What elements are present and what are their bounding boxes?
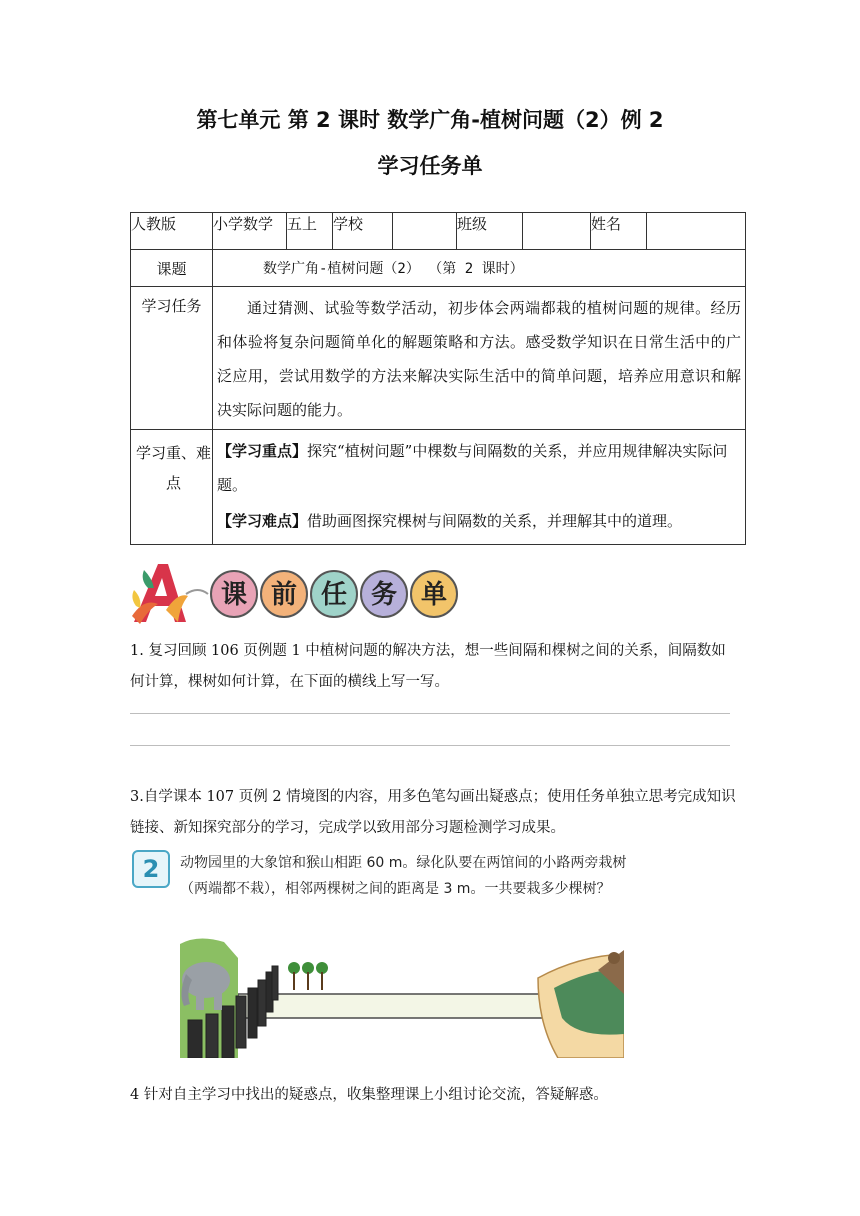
subject-cell: 小学数学 [213, 213, 287, 250]
zoo-scene-illustration [178, 934, 624, 1058]
diff-text: 借助画图探究棵树与间隔数的关系，并理解其中的道理。 [307, 512, 683, 530]
key-text: 探究“植树问题”中棵数与间隔数的关系，并应用规律解决实际问题。 [217, 442, 728, 494]
publisher-cell: 人教版 [131, 213, 213, 250]
info-table [130, 212, 746, 545]
banner-char: 前 [270, 580, 298, 610]
task-text: 通过猜测、试验等数学活动，初步体会两端都栽的植树问题的规律。经历和体验将复杂问题简单化的解题策略和方法。感受数学知识在日常生活中的广泛应用，尝试用数学的方法来解决实际生活中的简单问题，培养应用意识和解决实际问题的能力。 [217, 299, 741, 419]
task-item-4: 4 针对自主学习中找出的疑惑点，收集整理课上小组讨论交流，答疑解惑。 [130, 1087, 608, 1103]
key-point [217, 434, 741, 502]
topic-value: 数学广角-植树问题（2） （第 2 课时） [213, 250, 746, 287]
problem-number-badge: 2 [132, 850, 170, 888]
banner-char: 任 [320, 580, 348, 610]
name-label: 姓名 [591, 213, 647, 250]
keypoint-cell [213, 430, 746, 545]
banner-char: 课 [220, 580, 248, 610]
letter-a-logo [132, 564, 188, 624]
topic-label: 课题 [131, 250, 213, 287]
keypoint-label: 学习重、难点 [131, 430, 213, 545]
class-label: 班级 [457, 213, 523, 250]
page-subtitle: 学习任务单 [377, 154, 483, 178]
monkey-icon [608, 952, 620, 964]
school-field[interactable] [393, 213, 457, 250]
task-item-3: 3.自学课本 107 页例 2 情境图的内容，用多色笔勾画出疑惑点；使用任务单独立思考完成知识链接、新知探究部分的学习，完成学以致用部分习题检测学习成果。 [130, 789, 736, 836]
name-field[interactable] [647, 213, 746, 250]
task-label: 学习任务 [131, 287, 213, 430]
page-title: 第七单元 第 2 课时 数学广角-植树问题（2）例 2 [196, 108, 664, 132]
answer-line-2[interactable] [130, 745, 730, 746]
problem-text: 动物园里的大象馆和猴山相距 60 m。绿化队要在两馆间的小路两旁栽树（两端都不栽），相邻两棵树之间的距离是 3 m。一共要栽多少棵树？ [180, 855, 627, 897]
school-label: 学校 [333, 213, 393, 250]
example-problem [130, 848, 650, 1063]
answer-line-1[interactable] [130, 713, 730, 714]
task-item-1: 1. 复习回顾 106 页例题 1 中植树问题的解决方法，想一些间隔和棵树之间的关系，间隔数如何计算，棵树如何计算，在下面的横线上写一写。 [130, 643, 726, 690]
monkey-hill [538, 950, 624, 1058]
pre-class-banner [128, 558, 458, 630]
task-cell [213, 287, 746, 430]
banner-char: 务 [370, 580, 398, 610]
grade-cell: 五上 [287, 213, 333, 250]
banner-char: 单 [420, 580, 448, 610]
class-field[interactable] [523, 213, 591, 250]
difficult-point [217, 504, 741, 538]
diff-tag: 【学习难点】 [217, 512, 308, 530]
tree-icons [288, 962, 328, 990]
key-tag: 【学习重点】 [217, 442, 308, 460]
